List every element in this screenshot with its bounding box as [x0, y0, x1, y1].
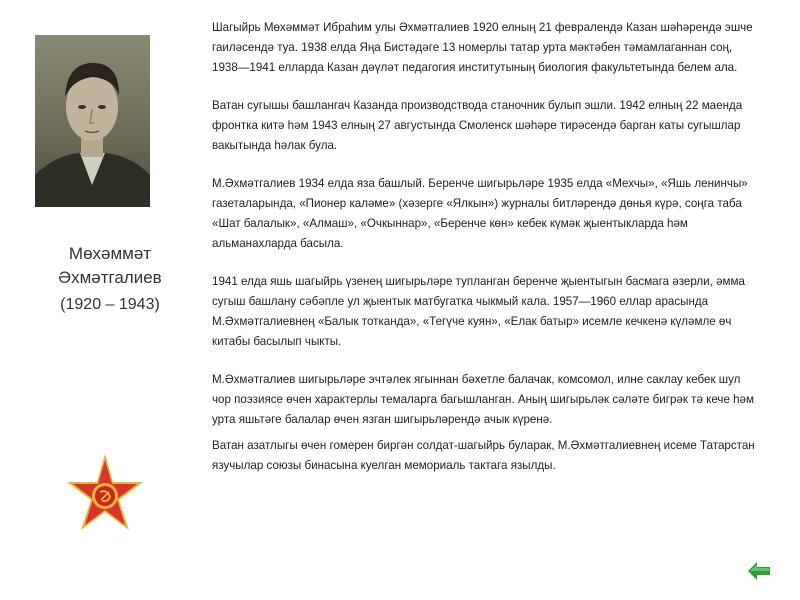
biography-paragraph: Ватан сугышы башлангач Казанда производствода станочник булып эшли. 1942 елның 22 маенда фронтка китә һәм 1943 елның 27 августында Смоленск шәһәре тирәсендә барган каты сугышлар вакытында һәлак була. [212, 99, 743, 152]
person-years: (1920 – 1943) [60, 296, 160, 313]
person-name-line1: Мөхәммәт [68, 244, 152, 263]
biography-paragraph: 1941 елда яшь шагыйрь үзенең шигырьләре тупланган беренче җыентыгын басмага әзерли, әмма сугыш башлану сәбәпле ул җыентык матбугатка чыкмый кала. 1957—1960 еллар арасында М.Әхмәтгалиевнең «Балык тотканда», «Тегүче куян», «Елак батыр» исемле кечкенә күләмле өч китабы басылып чыкты. [212, 275, 745, 348]
back-arrow-icon[interactable] [748, 562, 770, 580]
biography-text [212, 18, 760, 476]
portrait-photo [35, 35, 150, 207]
order-star-icon [62, 452, 148, 538]
biography-paragraph: Ватан азатлыгы өчен гомерен биргән солдат-шагыйрь буларак, М.Әхмәтгалиевнең исеме Татарстан язучылар союзы бинасына куелган мемориаль тактага язылды. [212, 439, 755, 472]
person-portrait-icon [35, 35, 150, 207]
biography-paragraph: М.Әхмәтгалиев шигырьләре эчтәлек ягыннан бәхетле балачак, комсомол, илне саклау кебек шул чор поэзиясе өчен характерлы темаларга багышланган. Аның шигырьләк сәләте бигрәк тә кече һәм урта яшьтәге балалар өчен язган шигырьләрендә ачык күренә. [212, 373, 754, 426]
person-name-line2: Әхмәтгалиев [58, 268, 162, 287]
biography-paragraph: Шагыйрь Мөхәммәт Ибраһим улы Әхмәтгалиев 1920 елның 21 февралендә Казан шәһәрендә эшче гаиләсендә туа. 1938 елда Яңа Бистәдәге 13 номерлы татар урта мәктәбен тәмамлаганнан соң, 1938—1941 елларда Казан дәүләт педагогия институтының биология факультетында белем ала. [212, 21, 753, 74]
person-name [0, 242, 220, 290]
biography-paragraph: М.Әхмәтгалиев 1934 елда яза башлый. Беренче шигырьләре 1935 елда «Мехчы», «Яшь ленинчы» газеталарында, «Пионер каләме» (хәзерге «Ялкын») журналы битләрендә дөнья күрә, соңга таба «Шат балалык», «Алмаш», «Очкыннар», «Беренче көн» кебек күмәк җыентыкларда һәм альманахларда басыла. [212, 177, 748, 250]
